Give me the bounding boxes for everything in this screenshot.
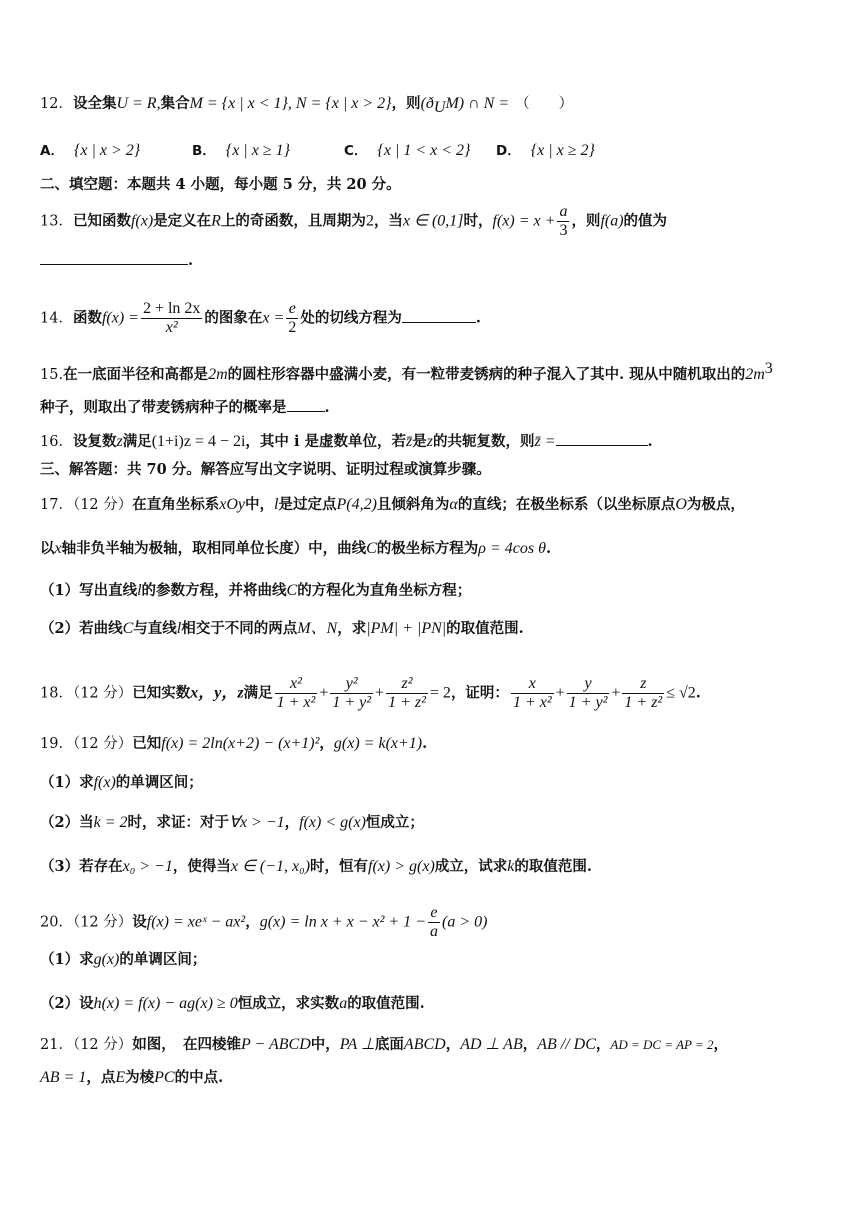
fraction-denominator: 1 + z² <box>388 694 426 711</box>
q21-text: 中， <box>310 1036 340 1053</box>
q18-text: ，证明： <box>450 684 509 702</box>
q17-math: |PM| + |PN| <box>366 620 447 637</box>
q17-text: 且倾斜角为 <box>376 496 450 513</box>
q20-fraction <box>428 904 440 941</box>
part-label: （2） <box>40 620 80 637</box>
q14-text: 函数 <box>72 309 102 327</box>
q16-math: z <box>426 433 433 450</box>
q21-text: ， <box>522 1036 538 1053</box>
q14-stem <box>40 300 481 337</box>
q16-math: z <box>116 433 123 450</box>
q17-score: （12 分） <box>72 497 133 513</box>
fraction-numerator: a <box>559 203 568 220</box>
q17-text: ，求 <box>337 620 367 637</box>
option-label: C． <box>344 143 368 159</box>
q19-number: 19． <box>40 736 73 752</box>
q17-stem <box>40 495 745 515</box>
q19-math: ∀x > −1 <box>229 814 285 831</box>
q13-answer-line <box>40 251 193 271</box>
q21-text: ，点 <box>86 1069 116 1086</box>
q17-part-1 <box>40 581 471 601</box>
part-label: （1） <box>40 951 80 968</box>
q16-end: . <box>647 433 653 450</box>
q20-text: 设 <box>79 995 94 1012</box>
q20-text: 的取值范围. <box>347 995 425 1012</box>
q13-number: 13． <box>40 213 73 230</box>
fraction-numerator: y <box>567 675 610 694</box>
q16-math: z̄ = <box>534 433 556 450</box>
q12-text: 设全集 <box>72 95 117 112</box>
q17-math: O <box>675 496 687 513</box>
q16-answer-blank[interactable] <box>556 445 648 446</box>
fraction-denominator: a <box>429 923 438 940</box>
q17-text: 中， <box>245 496 275 513</box>
q17-text: 为极点， <box>686 496 745 513</box>
q17-text: 写出直线 <box>79 582 138 599</box>
q19-text: 时，求证：对于 <box>127 814 229 831</box>
q20-part-1 <box>40 950 206 970</box>
q21-text: ， <box>713 1036 729 1053</box>
q17-math: C <box>366 540 377 557</box>
q20-stem <box>40 904 487 941</box>
q17-text: 轴非负半轴为极轴，取相同单位长度）中，曲线 <box>61 540 367 557</box>
q15-end: . <box>324 399 330 416</box>
q17-math: M、N <box>297 620 338 637</box>
q18-math: ≤ √2 <box>666 684 696 702</box>
q12-answer-paren: （ ） <box>515 96 574 112</box>
section-heading-solutions: 三、解答题：共 70 分。解答应写出文字说明、证明过程或演算步骤。 <box>40 461 491 478</box>
q13-math: x ∈ (0,1] <box>402 212 464 230</box>
fraction-denominator: x² <box>165 319 178 336</box>
q15-text: 种子，则取出了带麦锈病种子的概率是 <box>40 399 287 416</box>
q19-score: （12 分） <box>72 736 133 752</box>
q17-text: 若曲线 <box>79 620 123 637</box>
q15-math: 2m <box>208 365 228 383</box>
q19-math: k <box>507 858 515 875</box>
q13-text: 时， <box>463 212 493 230</box>
q18-stem: 18．（12 分）已知实数x，y，z满足 $\frac{\text{x²}}{\text{1 + x²}}$ + $\frac{\text{y²}}{\text{1 + y²}}$ + $\frac{\text{z²}}{\text{1 + z²}}$ = 2，证明： $\frac{x}{\text{1 + x²}}$ + $\frac{y}{\text{1 + y²}}$ + $\frac{z}{\text{1 + z²}}$ ≤ √2. <box>40 675 701 711</box>
q20-math: f(x) = xeˣ − ax² <box>146 913 246 931</box>
part-label: （1） <box>40 774 80 791</box>
q20-text: 设 <box>132 913 147 931</box>
q13-end: . <box>188 252 194 269</box>
q16-number: 16． <box>40 434 73 450</box>
section-heading-fill-blank: 二、填空题：本题共 4 小题，每小题 5 分，共 20 分。 <box>40 176 401 193</box>
q19-text: 求 <box>79 774 94 791</box>
q19-text: 恒成立； <box>365 814 424 831</box>
option-label: A． <box>40 143 64 159</box>
q13-text: 的值为 <box>623 212 668 230</box>
part-label: （1） <box>40 582 80 599</box>
q21-math: AD = DC = AP = 2 <box>610 1037 714 1052</box>
q17-text: 以 <box>40 540 55 557</box>
q17-text: 相交于不同的两点 <box>181 620 298 637</box>
q19-part-3 <box>40 857 592 877</box>
q19-text: 成立，试求 <box>434 858 508 875</box>
q18-fraction <box>386 675 428 712</box>
q14-answer-blank[interactable] <box>402 322 476 323</box>
q12-option-a <box>40 141 140 161</box>
q19-text: ， <box>319 735 334 752</box>
q14-fraction <box>141 300 202 337</box>
q16-text: 的共轭复数，则 <box>432 433 535 450</box>
q17-math: C <box>122 620 134 637</box>
q19-text: 的单调区间； <box>115 774 203 791</box>
q20-part-2 <box>40 994 425 1014</box>
q14-number: 14． <box>40 310 73 327</box>
fraction-numerator: x <box>511 675 554 694</box>
option-text: {x | x > 2} <box>73 142 141 159</box>
q21-math: ABCD <box>403 1036 446 1053</box>
q21-math: P − ABCD <box>241 1036 311 1053</box>
q20-text: ， <box>245 913 260 931</box>
q14-fraction-2 <box>286 300 298 337</box>
q17-part-2 <box>40 619 524 639</box>
q12-stem <box>40 94 573 118</box>
q21-text: ， <box>595 1036 611 1053</box>
q19-text: 若存在 <box>79 858 123 875</box>
q15-line-2 <box>40 398 330 418</box>
q12-option-d <box>496 141 595 161</box>
q15-math: 3 <box>764 360 773 377</box>
q17-math: xOy <box>219 496 246 513</box>
q19-text: 时，恒有 <box>310 858 369 875</box>
q20-math: (a > 0) <box>441 913 488 931</box>
fraction-numerator: e <box>428 904 440 923</box>
q19-math: f(x) > g(x) <box>368 858 435 875</box>
q21-math: PA ⊥ <box>339 1036 375 1053</box>
q19-text: ，使得当 <box>172 858 231 875</box>
q12-math: U <box>433 98 446 116</box>
q13-answer-blank[interactable] <box>40 264 188 265</box>
part-label: （2） <box>40 814 80 831</box>
q21-score: （12 分） <box>72 1037 133 1053</box>
option-text: {x | x ≥ 1} <box>225 142 290 159</box>
q14-text: 处的切线方程为 <box>300 309 402 327</box>
q18-fraction <box>511 675 554 712</box>
part-label: （3） <box>40 858 80 875</box>
q15-text: 的圆柱形容器中盛满小麦，有一粒带麦锈病的种子混入了其中. 现从中随机取出的 <box>227 365 746 383</box>
q19-part-1 <box>40 773 203 793</box>
fraction-denominator: 3 <box>559 222 568 239</box>
q18-score: （12 分） <box>72 685 133 702</box>
q21-math: PC <box>154 1069 175 1086</box>
q17-text: 是过定点 <box>278 496 337 513</box>
q16-math: (1+i)z = 4 − 2i <box>151 433 246 450</box>
option-text: {x | x ≥ 2} <box>530 142 595 159</box>
q17-math: P(4,2) <box>336 496 377 513</box>
q13-math: f(x) = x + <box>492 212 556 230</box>
fraction-denominator: 1 + z² <box>624 694 663 711</box>
q19-text: 已知 <box>132 735 162 752</box>
q13-math: f(a) <box>600 212 624 230</box>
q18-fraction <box>622 675 664 712</box>
q21-math: E <box>115 1069 126 1086</box>
q16-text: ，其中 i 是虚数单位，若 <box>245 433 407 450</box>
q20-math: h(x) = f(x) − ag(x) ≥ 0 <box>93 995 238 1012</box>
q19-text: ， <box>284 814 300 831</box>
fraction-numerator: x² <box>275 675 318 694</box>
q13-text: ，则 <box>571 212 601 230</box>
q18-math: = 2 <box>429 684 451 702</box>
q19-end: . <box>422 735 428 752</box>
q20-score: （12 分） <box>72 914 133 931</box>
q12-number: 12． <box>40 96 73 112</box>
q16-text: 设复数 <box>72 433 117 450</box>
q20-text: 的单调区间； <box>119 951 207 968</box>
q17-text: 的方程化为直角坐标方程； <box>297 582 472 599</box>
q15-math: 2m <box>745 365 765 383</box>
q18-fraction <box>275 675 318 712</box>
q17-math: ρ = 4cos θ <box>478 540 546 557</box>
q17-text: 的直线；在极坐标系（以坐标原点 <box>457 496 676 513</box>
q19-math: f(x) = 2ln(x+2) − (x+1)² <box>161 735 320 752</box>
q18-text: 满足 <box>243 684 273 702</box>
q18-text: 已知实数 <box>132 684 191 702</box>
part-label: （2） <box>40 995 80 1012</box>
q20-math: g(x) <box>93 951 120 968</box>
q17-math: x <box>54 540 62 557</box>
fraction-denominator: 2 <box>288 319 297 336</box>
q15-answer-blank[interactable] <box>287 411 325 412</box>
q13-text: 是定义在 <box>153 212 212 230</box>
q19-stem <box>40 734 427 754</box>
q17-text: 的取值范围. <box>446 620 524 637</box>
q19-math: f(x) <box>93 774 116 791</box>
q13-text: ，当 <box>373 212 403 230</box>
q19-math: f(x) < g(x) <box>299 814 366 831</box>
q18-fraction <box>330 675 373 712</box>
q12-math: M) ∩ N = <box>445 95 510 112</box>
q13-text: 上的奇函数，且周期为 <box>220 212 366 230</box>
q18-end: . <box>695 684 701 702</box>
q12-math: M = {x | x < 1}, N = {x | x > 2} <box>189 95 392 112</box>
q21-text: 底面 <box>374 1036 404 1053</box>
q16-text: 满足 <box>122 433 152 450</box>
q12-math: U = R, <box>116 95 161 112</box>
q13-math: R <box>211 212 221 230</box>
q19-math: x₀ > −1 <box>122 858 173 875</box>
q13-math: 2 <box>365 212 374 230</box>
q17-number: 17． <box>40 497 73 513</box>
option-label: D． <box>496 143 521 159</box>
q15-stem <box>40 359 773 385</box>
q17-math: α <box>449 496 458 513</box>
q18-number: 18． <box>40 685 73 702</box>
q17-line-2 <box>40 539 551 559</box>
q13-text: 已知函数 <box>72 212 131 230</box>
q21-text: ， <box>445 1036 461 1053</box>
q19-text: 当 <box>79 814 94 831</box>
option-text: {x | 1 < x < 2} <box>377 142 471 159</box>
q20-math: g(x) = ln x + x − x² + 1 − <box>259 913 426 931</box>
fraction-denominator: 1 + y² <box>568 694 608 711</box>
q17-end: . <box>545 540 552 557</box>
q17-text: 在直角坐标系 <box>132 496 220 513</box>
q13-math: f(x) <box>130 212 154 230</box>
q19-text: 的取值范围. <box>514 858 592 875</box>
q21-line-2 <box>40 1068 223 1088</box>
fraction-denominator: 1 + x² <box>276 694 316 711</box>
fraction-numerator: e <box>286 300 298 319</box>
q18-fraction <box>567 675 610 712</box>
q19-part-2 <box>40 813 424 833</box>
fraction-numerator: y² <box>330 675 373 694</box>
q15-number: 15. <box>40 366 64 383</box>
q17-math: l <box>137 582 142 599</box>
q19-math: g(x) = k(x+1) <box>333 735 423 752</box>
q19-math: x ∈ (−1, x₀) <box>230 858 311 875</box>
q17-text: 的参数方程，并将曲线 <box>141 582 287 599</box>
q12-option-b <box>192 141 290 161</box>
q17-text: 与直线 <box>133 620 177 637</box>
q14-text: 的图象在 <box>204 309 263 327</box>
q21-math: AB // DC <box>537 1036 596 1053</box>
q13-stem <box>40 203 667 240</box>
q16-math: z̄ <box>406 433 413 450</box>
fraction-denominator: 1 + x² <box>512 694 552 711</box>
q16-text: 是 <box>412 433 427 450</box>
q12-math: (ð <box>420 95 434 112</box>
q15-text: 在一底面半径和高都是 <box>63 365 209 383</box>
q14-end: . <box>475 309 481 327</box>
q20-text: 求 <box>79 951 94 968</box>
fraction-denominator: 1 + y² <box>332 694 372 711</box>
q14-math: x = <box>262 309 285 327</box>
q21-stem <box>40 1035 728 1055</box>
q17-math: l <box>274 496 279 513</box>
q21-text: 的中点. <box>174 1069 224 1086</box>
q21-text: 为棱 <box>125 1069 155 1086</box>
q13-fraction <box>557 203 569 240</box>
q14-math: f(x) = <box>101 309 139 327</box>
q12-text: 集合 <box>160 95 190 112</box>
q21-number: 21． <box>40 1037 73 1053</box>
q17-math: C <box>286 582 298 599</box>
q17-text: 的极坐标方程为 <box>376 540 479 557</box>
fraction-numerator: z² <box>386 675 428 694</box>
option-label: B． <box>192 143 216 159</box>
q16-stem <box>40 432 653 452</box>
q12-text: ，则 <box>391 95 421 112</box>
q19-math: k = 2 <box>93 814 128 831</box>
q18-math: x，y，z <box>190 684 244 702</box>
q20-math: a <box>339 995 348 1012</box>
q17-math: l <box>176 620 182 637</box>
q21-text: 如图， 在四棱锥 <box>132 1036 242 1053</box>
q20-text: 恒成立，求实数 <box>237 995 340 1012</box>
q12-option-c <box>344 141 470 161</box>
fraction-numerator: z <box>622 675 664 694</box>
fraction-numerator: 2 + ln 2x <box>142 300 201 317</box>
q20-number: 20． <box>40 914 73 931</box>
q21-math: AD ⊥ AB <box>460 1036 523 1053</box>
q21-math: AB = 1 <box>40 1069 87 1086</box>
